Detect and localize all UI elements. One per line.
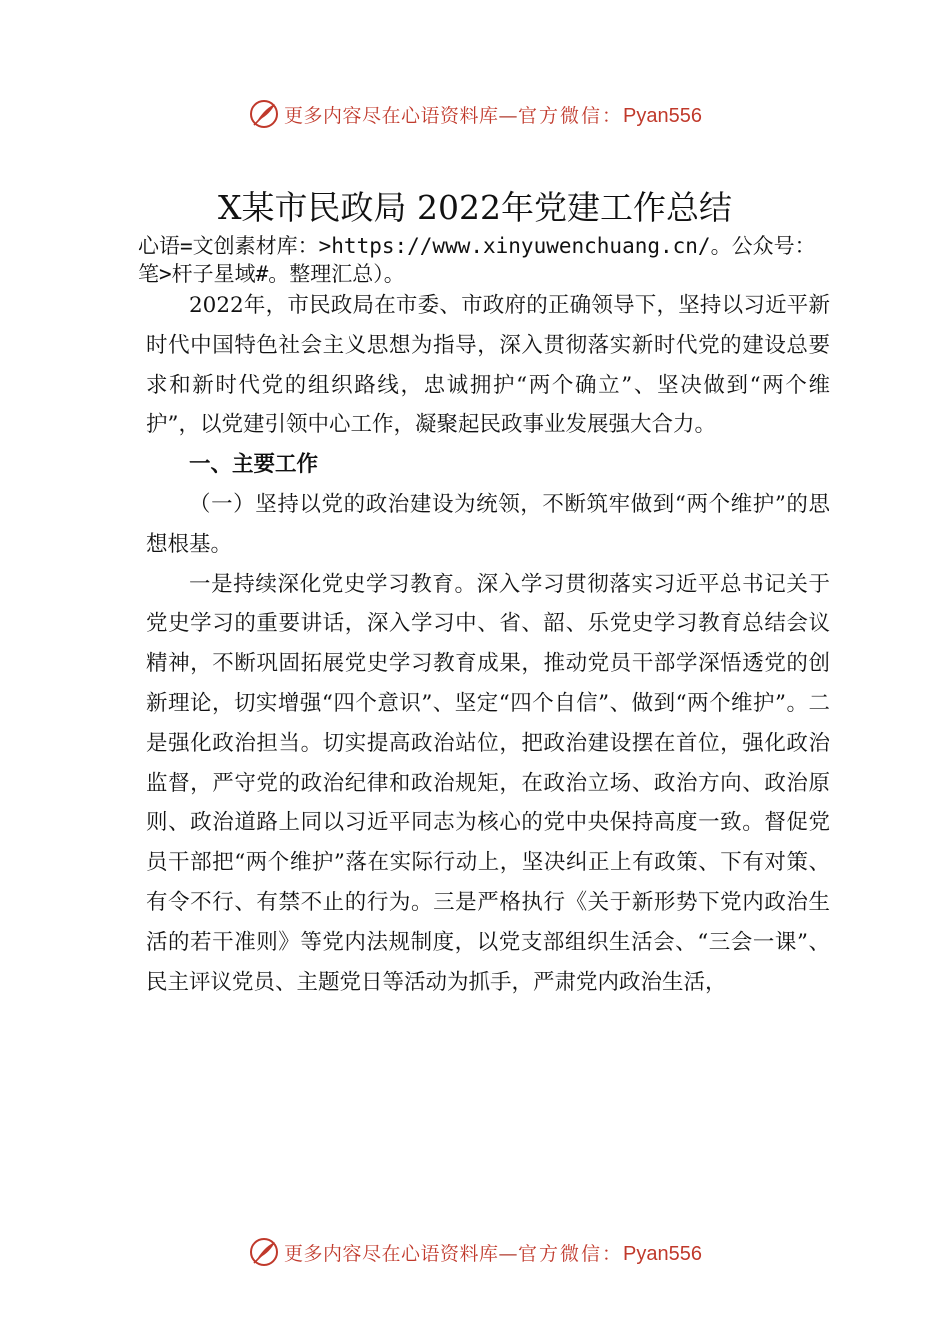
banner-slogan: 更多内容尽在心语资料库 <box>284 1242 499 1265</box>
banner-account: Pyan556 <box>623 104 702 127</box>
header-banner-text <box>284 101 702 128</box>
feather-quill-logo-icon <box>248 1236 280 1268</box>
intro-paragraph: 2022年，市民政局在市委、市政府的正确领导下，坚持以习近平新时代中国特色社会主义思想为指导，深入贯彻落实新时代党的建设总要求和新时代党的组织路线，忠诚拥护“两个确立”、坚决做到“两个维护”，以党建引领中心工作，凝聚起民政事业发展强大合力。 <box>146 293 830 438</box>
section-heading: 一、主要工作 <box>189 452 319 478</box>
body-paragraph: 一是持续深化党史学习教育。深入学习贯彻落实习近平总书记关于党史学习的重要讲话，深入学习中、省、韶、乐党史学习教育总结会议精神，不断巩固拓展党史学习教育成果，推动党员干部学深悟透党的创新理论，切实增强“四个意识”、坚定“四个自信”、做到“两个维护”。二是强化政治担当。切实提高政治站位，把政治建设摆在首位，强化政治监督，严守党的政治纪律和政治规矩，在政治立场、政治方向、政治原则、政治道路上同以习近平同志为核心的党中央保持高度一致。督促党员干部把“两个维护”落在实际行动上，坚决纠正上有政策、下有对策、有令不行、有禁不止的行为。三是严格执行《关于新形势下党内政治生活的若干准则》等党内法规制度，以党支部组织生活会、“三会一课”、 民主评议党员、主题党日等活动为抓手，严肃党内政治生活， <box>146 571 830 995</box>
document-body <box>146 286 830 1002</box>
banner-separator: — <box>498 1242 519 1265</box>
banner-wechat-label: 官方微信： <box>518 1242 624 1265</box>
source-note: 心语=文创素材库：>https://www.xinyuwenchuang.cn/。公众号：笔>杆子星域#。整理汇总）。 <box>138 234 816 286</box>
banner-account: Pyan556 <box>623 1242 702 1265</box>
banner-slogan: 更多内容尽在心语资料库 <box>284 104 499 127</box>
banner-wechat-label: 官方微信： <box>518 104 624 127</box>
header-banner <box>0 94 950 134</box>
document-title: X某市民政局 2022年党建工作总结 <box>218 188 732 227</box>
footer-banner-text <box>284 1239 702 1266</box>
footer-banner <box>0 1232 950 1272</box>
banner-separator: — <box>498 104 519 127</box>
feather-quill-logo-icon <box>248 98 280 130</box>
subsection-heading: （一）坚持以党的政治建设为统领，不断筑牢做到“两个维护”的思想根基。 <box>146 491 830 557</box>
